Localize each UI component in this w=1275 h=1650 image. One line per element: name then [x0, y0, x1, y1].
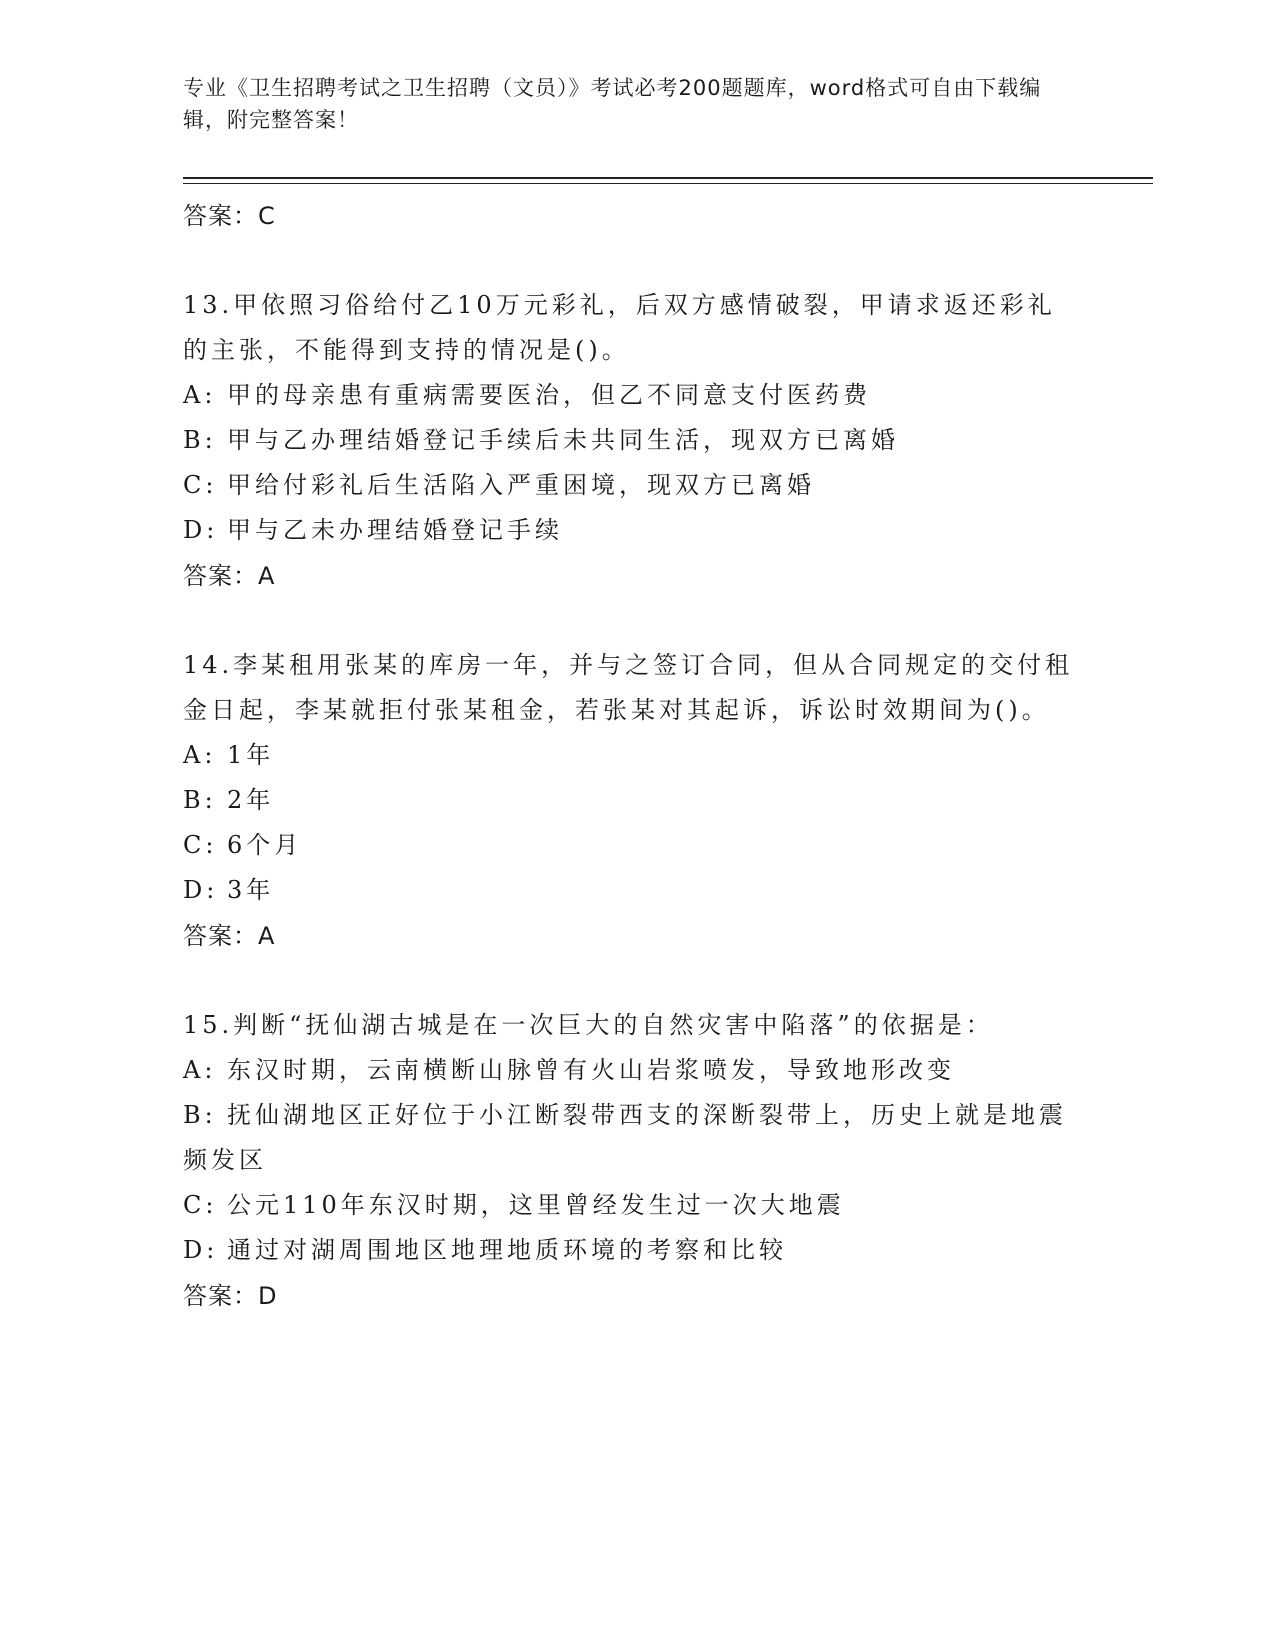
question-list — [183, 193, 1083, 1319]
previous-answer: 答案：C — [183, 202, 276, 230]
document-header: 专业《卫生招聘考试之卫生招聘（文员）》考试必考200题题库，word格式可自由下载编辑，附完整答案！ — [183, 76, 1042, 132]
option-a — [183, 1048, 1083, 1093]
option-c — [183, 1183, 1083, 1228]
option-c — [183, 463, 1083, 508]
option-letter: A: — [183, 381, 217, 409]
option-text: 通过对湖周围地区地理地质环境的考察和比较 — [227, 1236, 787, 1264]
option-letter: D: — [183, 516, 219, 544]
option-letter: C: — [183, 1191, 218, 1219]
header-rule-thin — [183, 183, 1153, 184]
option-text: 甲给付彩礼后生活陷入严重困境，现双方已离婚 — [227, 471, 815, 499]
question-block — [183, 1003, 1083, 1319]
option-text: 6个月 — [227, 831, 303, 859]
option-letter: B: — [183, 1101, 217, 1129]
option-letter: D: — [183, 876, 219, 904]
option-text: 公元110年东汉时期，这里曾经发生过一次大地震 — [227, 1191, 845, 1219]
header-rule-thick — [183, 177, 1153, 179]
option-b — [183, 418, 1083, 463]
question-block — [183, 643, 1083, 959]
question-block — [183, 283, 1083, 599]
option-letter: D: — [183, 1236, 219, 1264]
option-letter: A: — [183, 1056, 217, 1084]
option-letter: A: — [183, 741, 217, 769]
option-text: 甲与乙办理结婚登记手续后未共同生活，现双方已离婚 — [227, 426, 899, 454]
option-letter: B: — [183, 786, 217, 814]
option-a — [183, 373, 1083, 418]
option-c — [183, 823, 1083, 868]
option-text: 甲的母亲患有重病需要医治，但乙不同意支付医药费 — [227, 381, 871, 409]
question-stem: 13.甲依照习俗给付乙10万元彩礼，后双方感情破裂，甲请求返还彩礼的主张，不能得到支持的情况是()。 — [183, 291, 1056, 364]
option-a — [183, 733, 1083, 778]
option-d — [183, 508, 1083, 553]
option-b — [183, 1093, 1083, 1183]
option-d — [183, 868, 1083, 913]
option-letter: C: — [183, 831, 218, 859]
option-text: 甲与乙未办理结婚登记手续 — [227, 516, 563, 544]
option-text: 2年 — [227, 786, 275, 814]
option-letter: B: — [183, 426, 217, 454]
answer-line: 答案：D — [183, 1282, 278, 1310]
answer-line: 答案：A — [183, 922, 276, 950]
question-stem: 14.李某租用张某的库房一年，并与之签订合同，但从合同规定的交付租金日起，李某就拒付张某租金，若张某对其起诉，诉讼时效期间为()。 — [183, 651, 1074, 724]
option-text: 1年 — [227, 741, 275, 769]
option-text: 抚仙湖地区正好位于小江断裂带西支的深断裂带上，历史上就是地震频发区 — [183, 1101, 1067, 1174]
option-text: 3年 — [227, 876, 275, 904]
option-letter: C: — [183, 471, 218, 499]
answer-line: 答案：A — [183, 562, 276, 590]
option-b — [183, 778, 1083, 823]
question-stem: 15.判断“抚仙湖古城是在一次巨大的自然灾害中陷落”的依据是： — [183, 1011, 994, 1039]
option-text: 东汉时期，云南横断山脉曾有火山岩浆喷发，导致地形改变 — [227, 1056, 955, 1084]
option-d — [183, 1228, 1083, 1273]
